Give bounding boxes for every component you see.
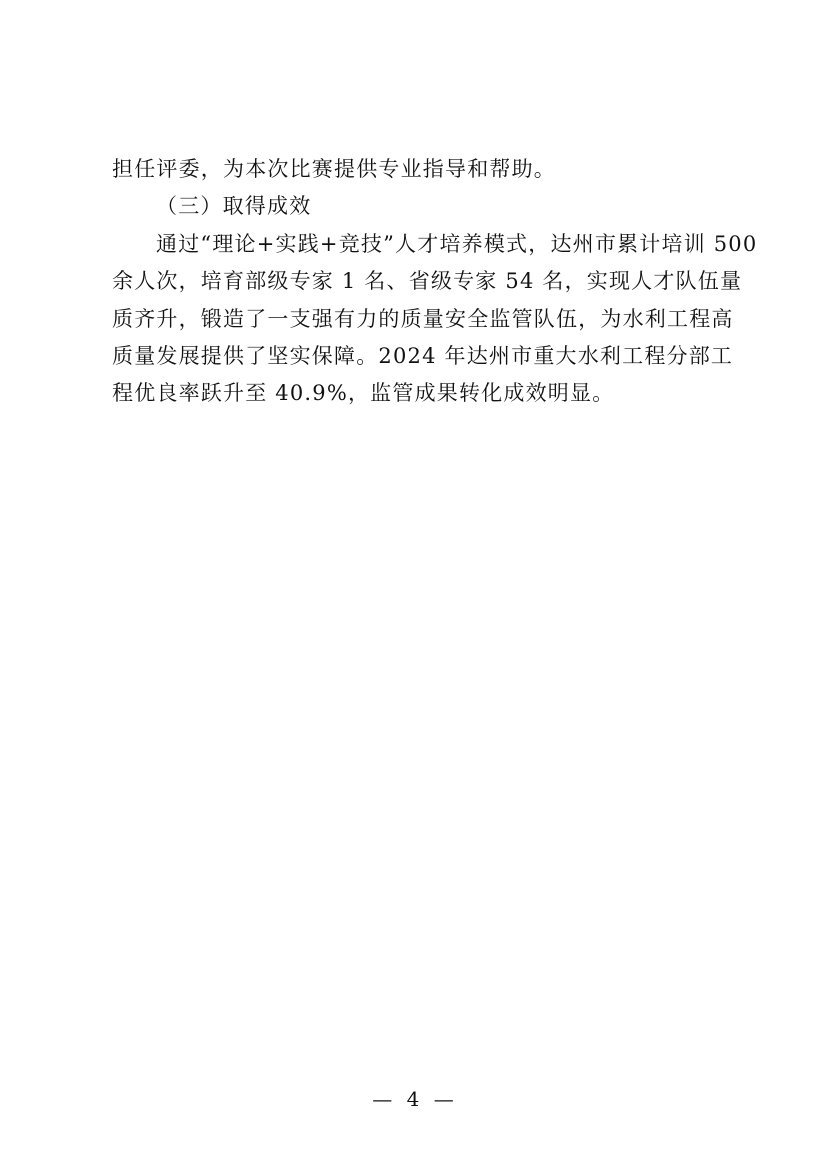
footer-dash-left: —: [372, 1087, 393, 1111]
section-heading: （三）取得成效: [156, 194, 312, 219]
paragraph-3-line-3: 质齐升，锻造了一支强有力的质量安全监管队伍，为水利工程高: [112, 306, 734, 331]
paragraph-3-line-1: 通过“理论+实践+竞技”人才培养模式，达州市累计培训 500: [156, 231, 758, 256]
page-footer: [0, 1085, 826, 1113]
paragraph-3-line-5: 程优良率跃升至 40.9%，监管成果转化成效明显。: [112, 381, 615, 406]
document-body: [112, 151, 758, 413]
paragraph-3-line-2: 余人次，培育部级专家 1 名、省级专家 54 名，实现人才队伍量: [112, 269, 743, 294]
paragraph-1-line-1: 担任评委，为本次比赛提供专业指导和帮助。: [112, 157, 556, 181]
paragraph-3-line-4: 质量发展提供了坚实保障。2024 年达州市重大水利工程分部工: [112, 343, 734, 368]
page-number: 4: [406, 1087, 420, 1111]
footer-dash-right: —: [433, 1087, 454, 1111]
